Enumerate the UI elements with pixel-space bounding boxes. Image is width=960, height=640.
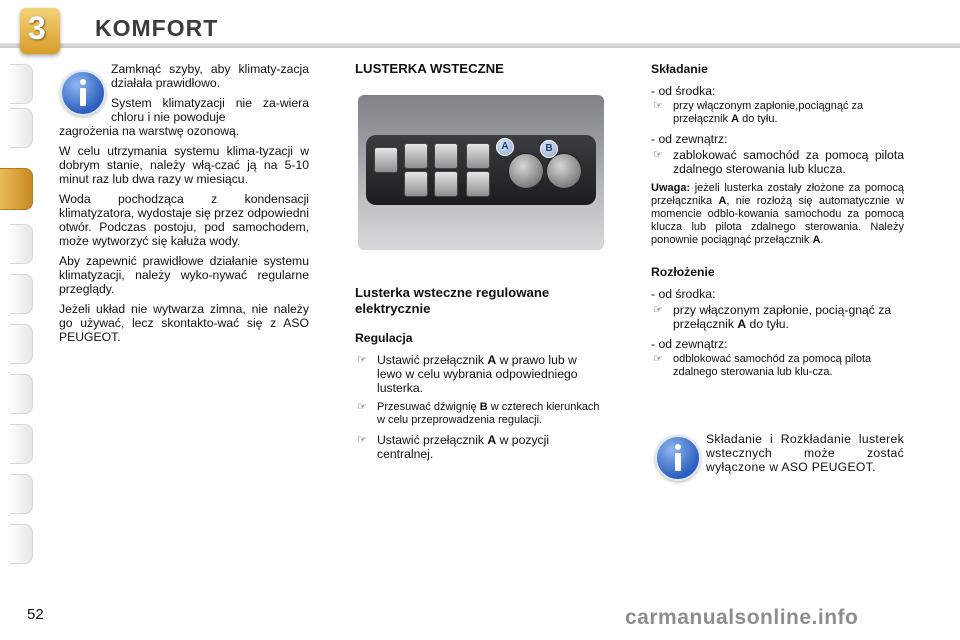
key-label: A [487,433,497,447]
middle-column [355,62,605,84]
list-item: ☞ przy włączonym zapłonie, pocią-gnąć za przełącznik A do tyłu. [653,303,892,331]
dash-item: - od zewnątrz: [651,132,728,146]
mirror-control-photo [358,95,604,250]
paragraph: Składanie i Rozkładanie lusterek wstecznych może zostać wyłączone w ASO PEUGEOT. [706,432,904,474]
pointer-icon: ☞ [357,401,367,413]
dash-item: - od środka: [651,84,716,98]
label-a-marker: A [496,138,514,156]
label-b-marker: B [540,140,558,158]
list-item: ☞ przy włączonym zapłonie,pociągnąć za przełącznik A do tyłu. [653,100,864,125]
window-switch [374,147,398,173]
info-note [706,432,904,480]
list-item: ☞ Ustawić przełącznik A w pozycji centralnej. [357,433,550,461]
regulacja-heading: Regulacja [355,331,413,345]
pointer-icon: ☞ [653,100,663,112]
chapter-tab[interactable] [10,474,33,514]
note-label: Uwaga: [651,182,691,194]
right-column [651,62,904,385]
note-paragraph: Uwaga: jeżeli lusterka zostały złożone za pomocą przełącznika A, nie rozłożą się automatycznie w momencie odblo-kowania samochodu za pomocą klucza lub pilota zdalnego sterowania. Należy ponownie pociągnąć przełącznik A. [651,182,904,246]
mirror-adjust-knob [546,153,582,189]
key-label: A [487,353,497,367]
window-switch [404,171,428,197]
chapter-number: 3 [28,10,46,46]
chapter-tab[interactable] [10,64,33,104]
rozlozenie-heading: Rozłożenie [651,265,715,279]
chapter-tab[interactable] [10,324,33,364]
paragraph: Jeżeli układ nie wytwarza zimna, nie należy go używać, lecz skontakto-wać się z ASO PEUGEOT. [59,302,309,344]
list-item: ☞ zablokować samochód za pomocą pilota zdalnego sterowania lub klucza. [653,148,904,176]
paragraph: Woda pochodząca z kondensacji klimatyzatora, wydostaje się przez odpowiedni otwór. Podczas postoju, pod samochodem, może wytworzyć się kałuża wody. [59,192,309,248]
dash-item: - od zewnątrz: [651,337,728,351]
chapter-tab[interactable] [10,224,33,264]
chapter-tab[interactable] [10,108,33,148]
dash-item: - od środka: [651,287,716,301]
pointer-icon: ☞ [653,304,663,316]
watermark: carmanualsonline.info [625,606,859,629]
page-number: 52 [27,606,44,623]
left-column [59,62,309,350]
key-label: A [737,317,747,331]
pointer-icon: ☞ [357,354,367,366]
key-label: B [479,401,488,413]
mirror-selector-knob [508,153,544,189]
paragraph: W celu utrzymania systemu klima-tyzacji w dobrym stanie, należy włą-czać ją na 5-10 minut raz lub dwa razy w miesiącu. [59,144,309,186]
window-switch [404,143,428,169]
key-label: A [731,113,740,125]
middle-column-lower [355,285,605,467]
paragraph: Aby zapewnić prawidłowe działanie systemu klimatyzacji, należy wyko-nywać regularne przeglądy. [59,254,309,296]
list-item: ☞ Ustawić przełącznik A w prawo lub w lewo w celu wybrania odpowiedniego lusterka. [357,353,578,395]
chapter-tab-active[interactable] [0,168,33,210]
paragraph: Zamknąć szyby, aby klimaty-zacja działała prawidłowo. [111,62,309,90]
window-switch [434,143,458,169]
window-switch [466,143,490,169]
list-item: ☞ Przesuwać dźwignię B w czterech kierunkach w celu przeprowadzenia regulacji. [357,401,600,426]
info-icon [655,435,701,481]
list-item: ☞ odblokować samochód za pomocą pilota zdalnego sterowania lub klu-cza. [653,353,872,378]
chapter-tab[interactable] [10,374,33,414]
door-switch-panel [366,135,596,205]
window-switch [434,171,458,197]
section-title: LUSTERKA WSTECZNE [355,61,504,76]
pointer-icon: ☞ [653,353,663,365]
chapter-tab[interactable] [10,524,33,564]
paragraph: zagrożenia na warstwę ozonową. [59,124,240,138]
subsection-title: Lusterka wsteczne regulowane elektrycznie [355,285,550,316]
window-switch [466,171,490,197]
skladanie-heading: Składanie [651,62,708,76]
header-stripe [0,43,960,48]
chapter-tab[interactable] [10,424,33,464]
chapter-tabs [0,64,32,574]
pointer-icon: ☞ [357,434,367,446]
chapter-tab[interactable] [10,274,33,314]
pointer-icon: ☞ [653,149,663,161]
paragraph: System klimatyzacji nie za-wiera chloru i nie powoduje [111,96,309,124]
chapter-title: KOMFORT [95,15,219,41]
